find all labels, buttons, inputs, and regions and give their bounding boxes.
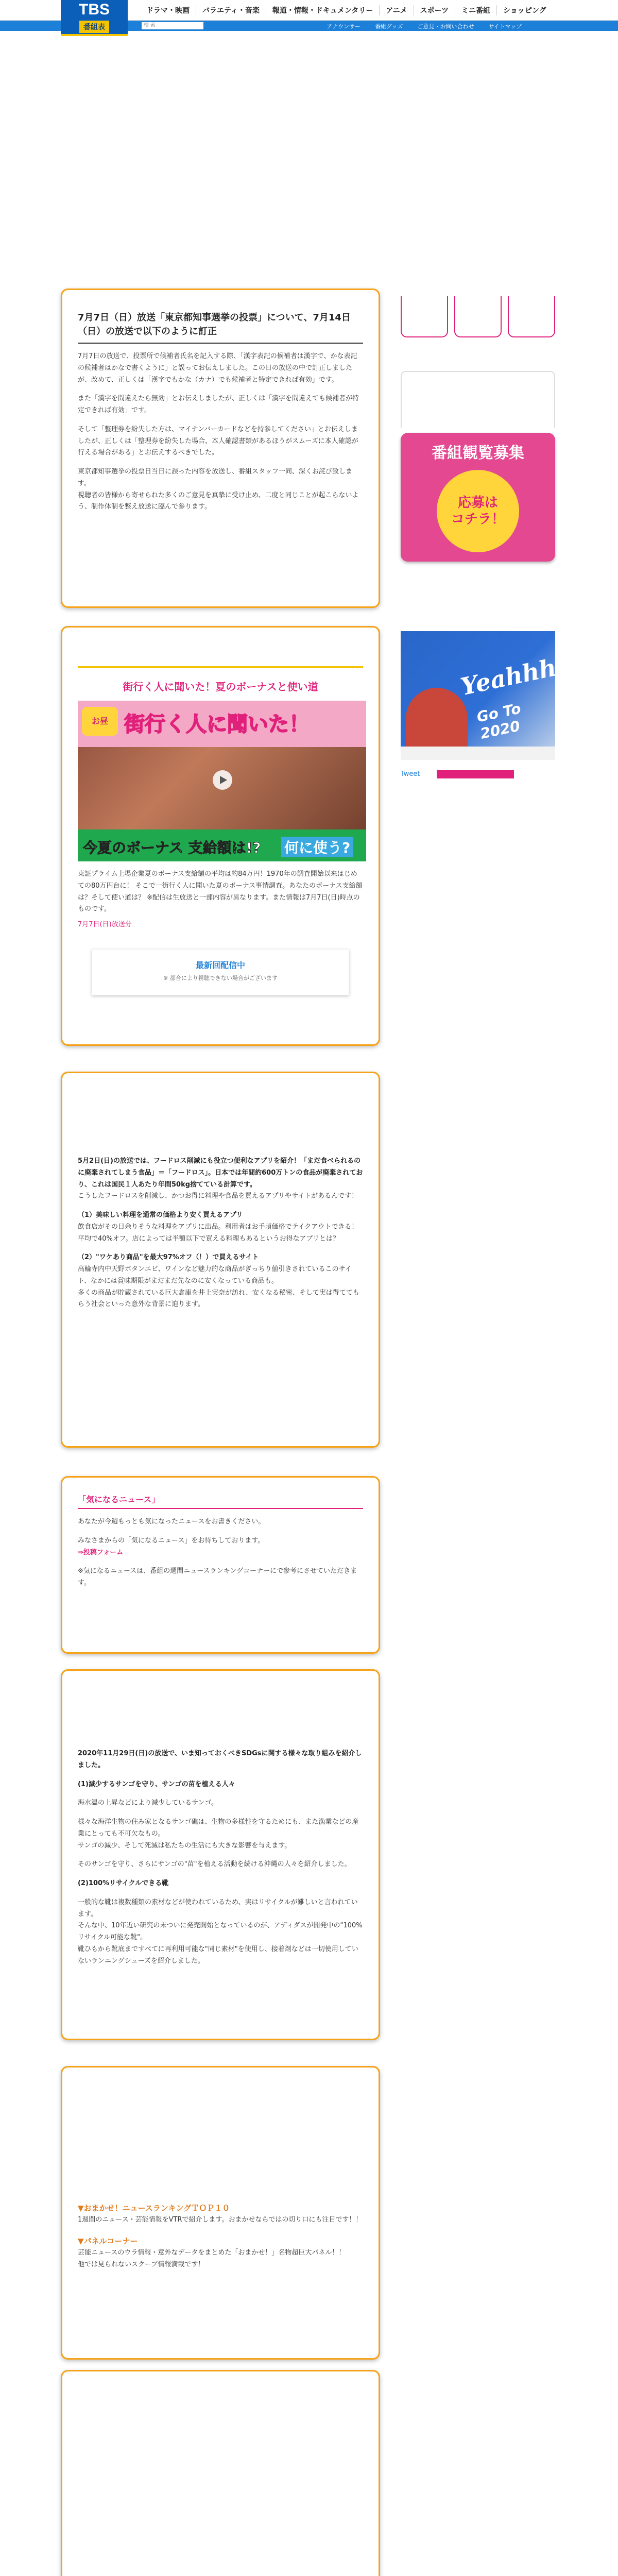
- sdgs-p1b: 様々な海洋生物の住み家となるサンゴ礁は、生物の多様性を守るためにも、また漁業などの産業にとっても不可欠なもの。: [78, 1818, 359, 1838]
- foodloss-lead: 5月2日(日)の放送では、フードロス削減にも役立つ便利なアプリを紹介！「まだ食べられるのに廃棄されてしまう食品」＝「フードロス」。日本では年間約600万トンの食品が廃棄されており、これは国民１人あたり年間50kg捨てている計算です。: [78, 1157, 363, 1189]
- panel-heading: ▼パネルコーナー: [78, 2236, 138, 2246]
- foodloss-h1: （1）美味しい料理を通常の価格より安く買えるアプリ: [78, 1211, 243, 1219]
- notice-title: 最新回配信中: [195, 960, 245, 970]
- sidebar-tabs: [401, 296, 555, 337]
- video-thumbnail[interactable]: [78, 701, 366, 861]
- link-contact[interactable]: ご意見・お問い合わせ: [417, 23, 474, 30]
- ranking-body: 1週間のニュース・芸能情報をVTRで紹介します。おまかせならではの切り口にも注目です！！: [78, 2216, 363, 2224]
- banner-text-sub: Go To 2020: [475, 700, 523, 742]
- stream-notice[interactable]: [92, 949, 349, 995]
- panel-body2: 他では見られないスクープ情報満載です！: [78, 2260, 205, 2268]
- foodloss-p1: 飲食店がその日余りそうな料理をアプリに出品。利用者はお手頃価格でテイクアウトできる！: [78, 1223, 358, 1231]
- share-bar[interactable]: [437, 770, 514, 778]
- audience-recruit-banner[interactable]: [401, 433, 555, 562]
- nav-sports[interactable]: スポーツ: [414, 5, 455, 15]
- banner-text-main: Yeahhh!: [458, 651, 569, 701]
- bonus-card: [61, 626, 380, 1046]
- nav-mini[interactable]: ミニ番組: [455, 5, 496, 15]
- sidebar-tab[interactable]: [508, 296, 555, 337]
- foodloss-p1b: 平均で40%オフ。店によっては半額以下で買える料理もあるというお得なアプリとは？: [78, 1234, 339, 1243]
- tweet-button[interactable]: Tweet: [401, 770, 420, 778]
- nav-news[interactable]: 報道・情報・ドキュメンタリー: [266, 5, 379, 15]
- recruit-circle-line2: コチラ！: [451, 512, 505, 527]
- post-form-link[interactable]: ⇒投稿フォーム: [78, 1548, 124, 1556]
- bonus-heading: 街行く人に聞いた！夏のボーナスと使い道: [123, 681, 318, 693]
- search-input[interactable]: 検 索: [142, 22, 203, 29]
- sdgs-card: [61, 1669, 380, 2040]
- bonus-body: 東証プライム上場企業夏のボーナス支給額の平均は約84万円！1970年の調査開始以来はじめての80万円台に！ そこで一街行く人に聞いた夏のボーナス事情調査。あなたのボーナス支給額は？そして使い道は？ ※配信は生放送と一部内容が異なります。また情報は7月7日(日)時点のものです。: [78, 870, 363, 913]
- divider: [78, 666, 363, 668]
- foodloss-card: [61, 1072, 380, 1448]
- goto2020-banner[interactable]: [401, 631, 569, 760]
- sidebar-tab[interactable]: [454, 296, 502, 337]
- corner-card: [61, 2066, 380, 2360]
- correction-title: 7月7日（日）放送「東京都知事選挙の投票」について、7月14日（日）の放送で以下のように訂正: [78, 311, 363, 344]
- sidebar-box: [401, 371, 555, 428]
- correction-card: [61, 289, 380, 608]
- notice-sub: ※ 都合により視聴できない場合がございます: [163, 975, 278, 981]
- news-p1: あなたが今週もっとも気になったニュースをお書きください。: [78, 1518, 265, 1526]
- link-sitemap[interactable]: サイトマップ: [488, 23, 522, 30]
- foodloss-p2b: 多くの商品が貯蔵されている巨大倉庫を井上実奈が訪れ、安くなる秘密、そして実は得ててもらう社会といった意外な背景に迫ります。: [78, 1289, 359, 1309]
- nav-drama[interactable]: ドラマ・映画: [146, 7, 190, 15]
- global-nav: [140, 5, 553, 15]
- nav-variety[interactable]: バラエティ・音楽: [196, 5, 266, 15]
- sdgs-h1: (1)減少するサンゴを守り、サンゴの苗を植える人々: [78, 1780, 235, 1788]
- correction-paragraph: 7月7日の放送で、投票所で候補者氏名を記入する際、「漢字表記の候補者は漢字で、かな表記の候補者はかなで書くように」と誤ってお伝えしました。この日の放送の中で訂正しましたが、改めて、正しくは「漢字でもかな（カナ）でも候補者と特定できれば有効」です。: [78, 352, 357, 384]
- recruit-circle: [437, 470, 519, 552]
- correction-paragraph: 東京都知事選挙の投票日当日に誤った内容を放送し、番組スタッフ一同、深くお詫び致します。: [78, 468, 353, 487]
- recruit-title: 番組観覧募集: [432, 444, 524, 462]
- correction-paragraph: また「漢字を間違えたら無効」とお伝えしましたが、正しくは「漢字を間違えても候補者が特定できれば有効」です。: [78, 395, 359, 414]
- sdgs-p1d: そのサンゴを守り、さらにサンゴの"苗"を植える活動を続ける沖縄の人々を紹介しました。: [78, 1860, 351, 1869]
- sdgs-h2: (2)100%リサイクルできる靴: [78, 1879, 169, 1887]
- bonus-date: 7月7日(日)放送分: [78, 921, 132, 928]
- recruit-circle-line1: 応募は: [457, 495, 498, 511]
- sdgs-p2b: そんな中、10年近い研究の末ついに発売開始となっているのが、アディダスが開発中の"100%リサイクル可能な靴"。: [78, 1922, 363, 1941]
- profile-card: [61, 2370, 380, 2576]
- thumb-bottom-right: 何に使う?: [281, 837, 353, 857]
- sdgs-p1: 海水温の上昇などにより減少しているサンゴ。: [78, 1799, 218, 1807]
- foodloss-p2: 高輪寺内中天野ボタンエビ、ワインなど魅力的な商品がぎっちり値引きされているこのサイト、なかには賞味期限がまだまだ先なのに安くなっている商品も。: [78, 1265, 352, 1285]
- sdgs-p1c: サンゴの減少、そして死滅は私たちの生活にも大きな影響を与えます。: [78, 1841, 291, 1850]
- foodloss-lead2: こうしたフードロスを削減し、かつお得に料理や食品を買えるアプリやサイトがあるんです！: [78, 1192, 358, 1200]
- tbs-logo[interactable]: [61, 0, 128, 36]
- sdgs-p2c: 靴ひもから靴底まですべてに再利用可能な"同じ素材"を使用し、接着剤などは一切使用していないランニングシューズを紹介しました。: [78, 1945, 358, 1965]
- ranking-heading: ▼おまかせ！ニュースランキングＴＯＰ１０: [78, 2204, 230, 2213]
- news-p3: ※気になるニュースは、番組の週間ニュースランキングコーナーにで参考にさせていただきます。: [78, 1567, 357, 1587]
- play-icon[interactable]: [213, 770, 232, 790]
- thumb-badge: お昼: [82, 707, 118, 736]
- banner-strip: [401, 747, 555, 760]
- news-card: [61, 1476, 380, 1654]
- athlete-image: [406, 688, 468, 750]
- panel-body: 芸能ニュースのウラ情報・意外なデータをまとめた「おまかせ！」名物超巨大パネル！！: [78, 2248, 346, 2257]
- sub-links: [319, 22, 529, 30]
- link-goods[interactable]: 番組グッズ: [375, 23, 403, 30]
- news-p2: みなさまからの「気になるニュース」をお待ちしております。: [78, 1536, 265, 1545]
- sdgs-lead: 2020年11月29日(日)の放送で、いま知っておくべきSDGsに関する様々な取り組みを紹介しました。: [78, 1750, 362, 1769]
- thumb-bottom-left: 今夏のボーナス 支給額は!?: [83, 839, 261, 856]
- correction-paragraph: そして「整理券を紛失した方は、マイナンバーカードなどを持参してください」とお伝えしましたが、正しくは「整理券を紛失した場合、本人確認書類があるほうがスムーズに本人確認が行える場合がある」とお伝えするべきでした。: [78, 425, 358, 457]
- nav-shopping[interactable]: ショッピング: [496, 5, 552, 15]
- foodloss-h2: （2）"ワケあり商品"を最大97%オフ（！）で買えるサイト: [78, 1253, 259, 1262]
- news-heading: 「気になるニュース」: [78, 1493, 363, 1509]
- logo-text: TBS: [79, 1, 110, 18]
- nav-anime[interactable]: アニメ: [379, 5, 413, 15]
- sdgs-p2: 一般的な靴は複数種類の素材などが使われているため、実はリサイクルが難しいと言われています。: [78, 1898, 358, 1918]
- thumb-banner-text: 街行く人に聞いた！: [124, 713, 310, 736]
- correction-paragraph: 視聴者の皆様から寄せられた多くのご意見を真摯に受け止め、二度と同じことが起こらないよう、制作体制を整え放送に臨んで参ります。: [78, 491, 359, 511]
- sidebar-tab[interactable]: [401, 296, 448, 337]
- link-announcer[interactable]: アナウンサー: [327, 23, 360, 30]
- logo-sub: 番組表: [79, 21, 109, 33]
